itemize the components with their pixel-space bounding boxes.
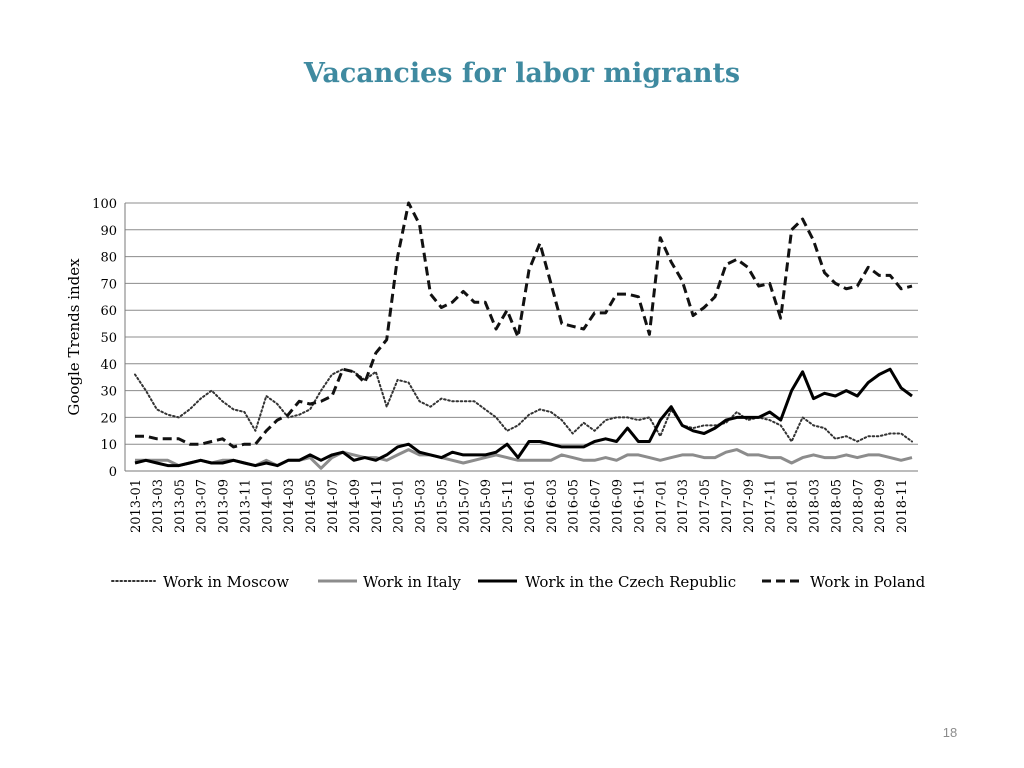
x-tick-label: 2013-03 — [150, 479, 166, 534]
x-tick-label: 2014-07 — [325, 479, 341, 534]
x-tick-label: 2015-11 — [501, 479, 517, 534]
x-tick-label: 2016-09 — [610, 479, 626, 534]
x-tick-label: 2013-07 — [194, 479, 210, 534]
x-tick-label: 2014-03 — [282, 479, 298, 534]
y-tick-label: 90 — [100, 223, 117, 239]
x-tick-label: 2017-09 — [741, 479, 757, 534]
x-tick-label: 2015-03 — [413, 479, 429, 534]
y-tick-label: 10 — [100, 438, 117, 454]
x-tick-label: 2018-11 — [895, 479, 911, 534]
x-tick-label: 2016-03 — [544, 479, 560, 534]
y-tick-label: 0 — [108, 465, 117, 480]
x-tick-label: 2016-01 — [522, 479, 538, 534]
y-tick-label: 20 — [100, 411, 117, 427]
x-tick-label: 2015-09 — [479, 478, 495, 534]
x-tick-label: 2014-11 — [369, 479, 385, 534]
x-tick-label: 2016-11 — [632, 479, 648, 534]
x-tick-label: 2018-03 — [807, 479, 823, 534]
series-line-work-in-moscow — [135, 369, 912, 441]
x-tick-label: 2015-07 — [457, 478, 473, 534]
x-tick-label: 2014-01 — [260, 479, 276, 534]
x-tick-label: 2013-09 — [216, 479, 232, 534]
x-tick-label: 2018-09 — [873, 479, 889, 534]
x-tick-label: 2017-11 — [763, 479, 779, 534]
legend-label-work-in-poland: Work in Poland — [810, 573, 926, 591]
chart-gridlines — [125, 203, 918, 471]
x-tick-label: 2015-01 — [391, 479, 407, 534]
x-tick-label: 2013-05 — [172, 479, 188, 534]
x-tick-label: 2018-01 — [785, 479, 801, 534]
x-tick-label: 2017-07 — [719, 479, 735, 534]
y-tick-label: 40 — [100, 357, 117, 373]
page-number: 18 — [942, 725, 958, 740]
y-tick-label: 50 — [100, 331, 117, 346]
x-tick-label: 2017-01 — [654, 479, 670, 534]
x-tick-label: 2013-01 — [129, 479, 144, 534]
x-tick-label: 2014-05 — [304, 479, 320, 534]
series-line-work-in-poland — [135, 203, 912, 447]
x-tick-label: 2017-05 — [698, 479, 714, 534]
y-axis-ticks — [92, 197, 117, 480]
x-tick-label: 2016-07 — [588, 479, 604, 534]
x-tick-label: 2017-03 — [676, 479, 692, 534]
y-tick-label: 30 — [100, 384, 117, 400]
y-axis-label: Google Trends index — [65, 258, 83, 416]
legend-label-work-in-the-czech-republic: Work in the Czech Republic — [525, 573, 737, 591]
legend-label-work-in-italy: Work in Italy — [363, 573, 461, 591]
y-tick-label: 100 — [92, 197, 117, 212]
y-tick-label: 70 — [100, 277, 117, 293]
y-tick-label: 60 — [100, 304, 117, 320]
y-tick-label: 80 — [100, 250, 117, 266]
x-tick-label: 2016-05 — [566, 479, 582, 534]
x-tick-label: 2015-05 — [435, 479, 451, 534]
x-tick-label: 2014-09 — [347, 479, 363, 534]
x-axis-ticks — [129, 479, 910, 533]
slide-title: Vacancies for labor migrants — [303, 58, 741, 89]
chart-legend — [112, 573, 926, 591]
legend-label-work-in-moscow: Work in Moscow — [163, 573, 290, 591]
x-tick-label: 2018-05 — [829, 479, 845, 534]
x-tick-label: 2018-07 — [851, 479, 867, 534]
x-tick-label: 2013-11 — [238, 479, 254, 534]
chart-series — [135, 203, 912, 468]
